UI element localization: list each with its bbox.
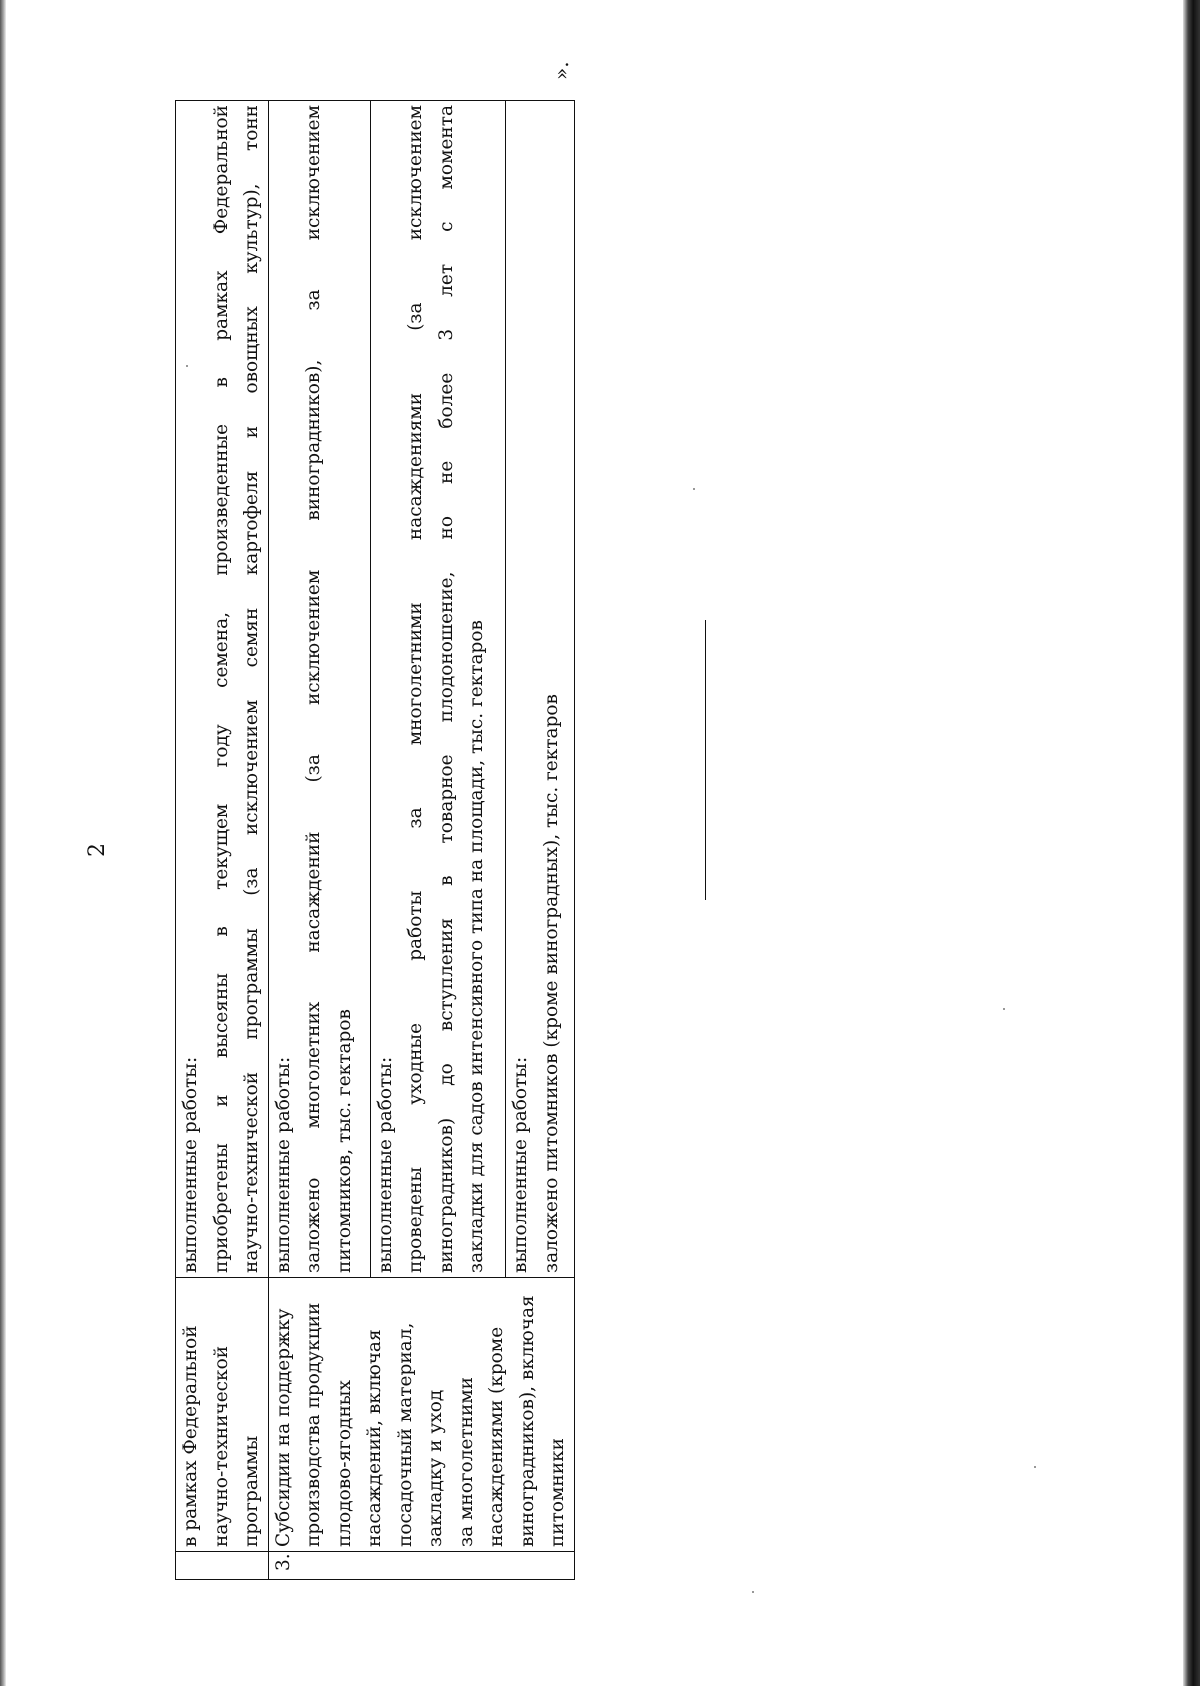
cell-text-line: виноградников), включая <box>516 1295 538 1547</box>
cell-text-line: питомники <box>547 1438 568 1547</box>
cell-text-line: за многолетними <box>455 1376 477 1547</box>
cell-text-line: заложено многолетних насаждений (за исключением виноградников), за исключением <box>303 105 324 1273</box>
cell-text-line: научно-технической программы (за исключением семян картофеля и овощных культур), тонн <box>241 105 262 1273</box>
cell-text-line: научно-технической <box>210 1345 232 1547</box>
rotated-page-content <box>85 61 605 1580</box>
work-details-cell <box>506 101 574 1278</box>
cell-text-line: заложено питомников (кроме виноградных), тыс. гектаров <box>540 694 562 1273</box>
subsidy-name-cell <box>268 1278 574 1552</box>
cell-text-line: производства продукции <box>303 1302 324 1547</box>
cell-text-line: проведены уходные работы за многолетними насаждениями (за исключением <box>405 105 426 1273</box>
scan-speck <box>1034 1466 1036 1468</box>
closing-quote-mark: ». <box>549 61 573 80</box>
cell-text-line: выполненные работы: <box>272 1056 294 1273</box>
scan-speck <box>752 1591 754 1593</box>
cell-text-line: насаждений, включая <box>364 1329 385 1547</box>
cell-text-line: посадочный материал, <box>394 1322 416 1547</box>
cell-text-line: выполненные работы: <box>374 1056 396 1273</box>
cell-text-line: закладку и уход <box>425 1389 446 1547</box>
work-details-cell <box>176 101 269 1278</box>
scan-speck <box>1003 1008 1005 1010</box>
subsidy-table <box>175 100 575 1580</box>
cell-text-line: Субсидии на поддержку <box>272 1308 294 1547</box>
row-number-cell <box>176 1552 269 1580</box>
cell-text-line: виноградников) до вступления в товарное плодоношение, но не более 3 лет с момента <box>435 105 457 1273</box>
page-number: 2 <box>85 843 110 857</box>
cell-text-line: выполненные работы: <box>510 1056 532 1273</box>
scan-edge-right <box>1183 0 1200 1686</box>
cell-text-line: программы <box>241 1435 262 1547</box>
row-number-cell: 3. <box>268 1552 574 1580</box>
signature-line <box>705 620 706 900</box>
cell-text-line: в рамках Федеральной <box>180 1325 201 1547</box>
cell-text-line: питомников, тыс. гектаров <box>333 1009 355 1273</box>
cell-text-line: выполненные работы: <box>180 1056 201 1273</box>
cell-text-line: закладки для садов интенсивного типа на площади, тыс. гектаров <box>466 620 487 1273</box>
cell-text-line: плодово-ягодных <box>333 1380 355 1547</box>
work-details-cell <box>370 101 506 1278</box>
table-row <box>176 101 269 1580</box>
cell-text-line: приобретены и высеяны в текущем году семена, произведенные в рамках Федеральной <box>210 105 232 1273</box>
cell-text-line: насаждениями (кроме <box>486 1326 507 1547</box>
table-row <box>268 101 370 1580</box>
subsidy-name-cell <box>176 1278 269 1552</box>
scan-edge-left <box>0 0 6 1686</box>
scan-speck <box>693 488 695 490</box>
work-details-cell <box>268 101 370 1278</box>
